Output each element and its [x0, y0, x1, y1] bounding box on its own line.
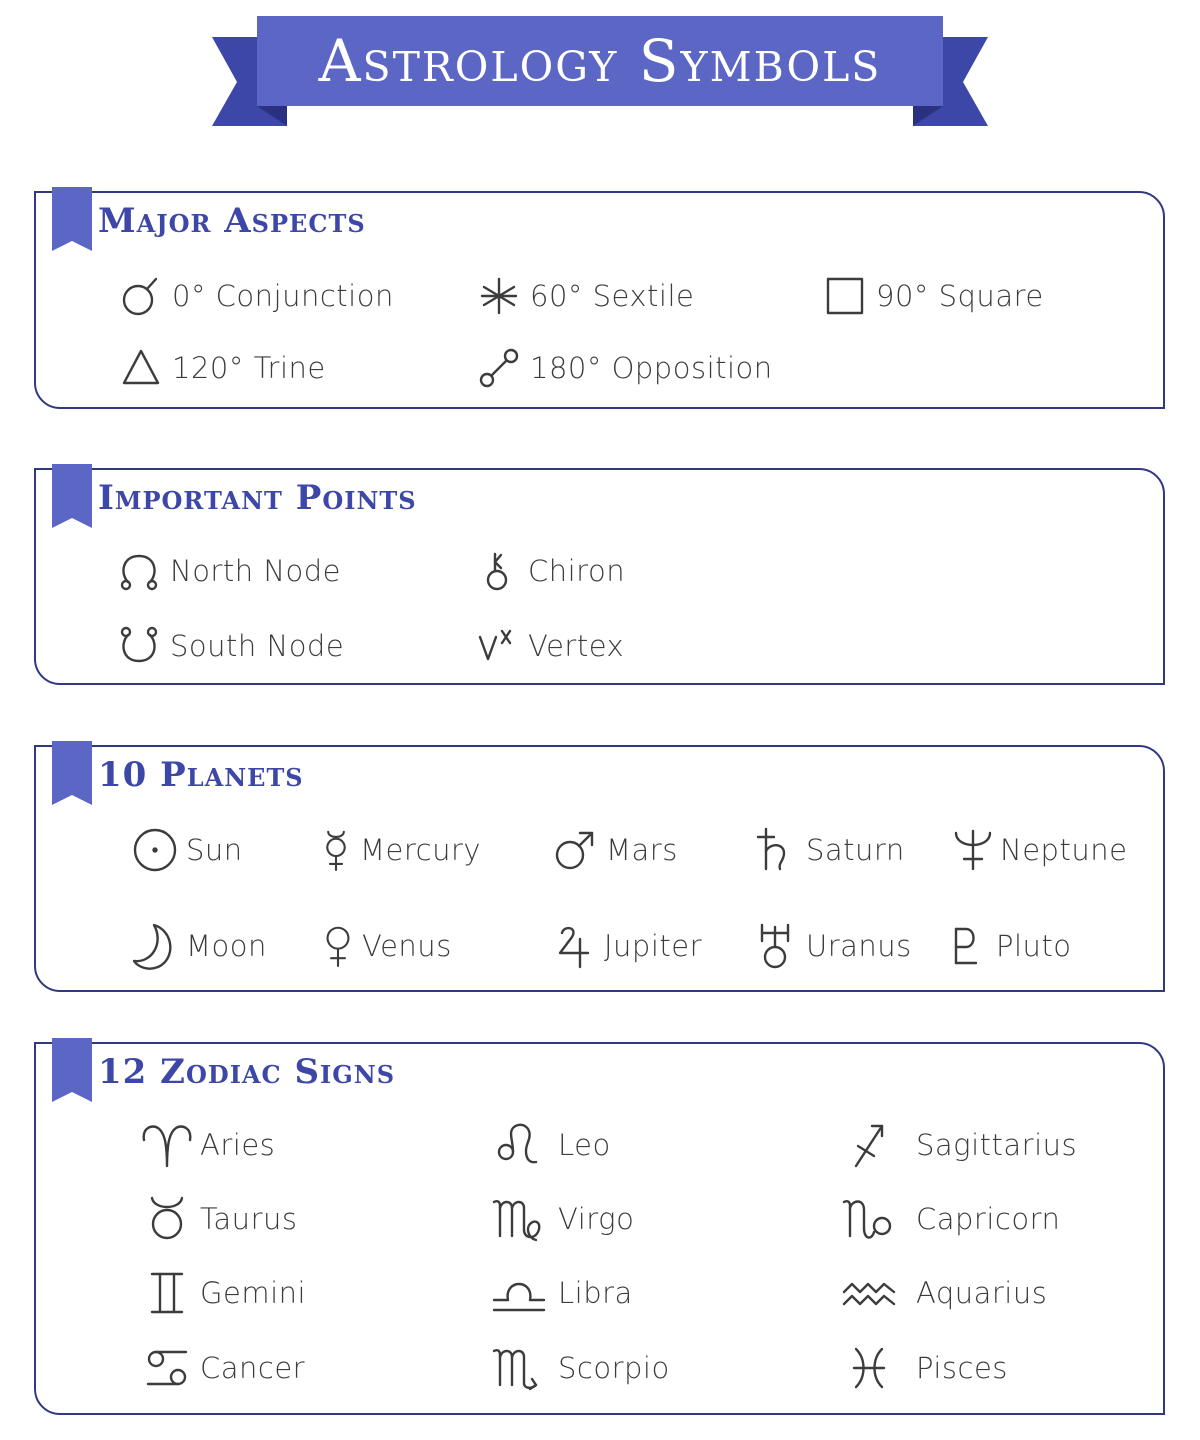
venus-icon	[318, 923, 358, 969]
gemini-icon	[140, 1270, 194, 1316]
sun-icon	[132, 827, 178, 873]
virgo-icon	[492, 1196, 546, 1242]
south-node-icon	[116, 623, 162, 669]
square-icon	[822, 273, 868, 319]
zodiac-item: Sagittarius	[842, 1122, 1077, 1168]
section-title: Major Aspects	[98, 201, 366, 241]
neptune-icon	[950, 827, 996, 873]
mars-icon	[552, 827, 598, 873]
title-banner	[0, 0, 1200, 140]
capricorn-icon	[842, 1196, 896, 1242]
pisces-icon	[842, 1345, 896, 1391]
aspect-item: 0° Conjunction	[118, 273, 394, 319]
section-title: Important Points	[98, 478, 417, 518]
planet-item: Uranus	[752, 923, 912, 969]
planet-item: Jupiter	[550, 923, 702, 969]
planet-item: Venus	[318, 923, 452, 969]
planet-item: Saturn	[752, 827, 905, 873]
section-important-points	[34, 468, 1165, 685]
section-ribbon-icon	[52, 187, 92, 251]
planet-item: Neptune	[950, 827, 1127, 873]
section-ribbon-icon	[52, 464, 92, 528]
vertex-icon	[474, 623, 520, 669]
uranus-icon	[752, 923, 798, 969]
scorpio-icon	[492, 1345, 546, 1391]
taurus-icon	[140, 1196, 194, 1242]
planet-item: Mars	[552, 827, 678, 873]
aspect-item: 180° Opposition	[476, 345, 773, 391]
opposition-icon	[476, 345, 522, 391]
planet-item: Pluto	[942, 923, 1072, 969]
zodiac-item: Pisces	[842, 1345, 1008, 1391]
leo-icon	[492, 1122, 546, 1168]
section-ribbon-icon	[52, 741, 92, 805]
aspect-item: 90° Square	[822, 273, 1044, 319]
jupiter-icon	[550, 923, 596, 969]
zodiac-item: Cancer	[140, 1345, 305, 1391]
sagittarius-icon	[842, 1122, 896, 1168]
zodiac-item: Virgo	[492, 1196, 634, 1242]
section-zodiac-signs	[34, 1042, 1165, 1415]
point-item: South Node	[116, 623, 344, 669]
planet-item: Mercury	[316, 827, 481, 873]
section-planets	[34, 745, 1165, 992]
chiron-icon	[474, 548, 520, 594]
zodiac-item: Aries	[140, 1122, 275, 1168]
aries-icon	[140, 1122, 194, 1168]
cancer-icon	[140, 1345, 194, 1391]
point-item: North Node	[116, 548, 341, 594]
planet-item: Sun	[132, 827, 243, 873]
section-title: 12 Zodiac Signs	[98, 1052, 396, 1092]
zodiac-item: Capricorn	[842, 1196, 1060, 1242]
zodiac-item: Scorpio	[492, 1345, 670, 1391]
section-ribbon-icon	[52, 1038, 92, 1102]
section-title: 10 Planets	[98, 755, 304, 795]
zodiac-item: Leo	[492, 1122, 611, 1168]
aquarius-icon	[842, 1270, 896, 1316]
north-node-icon	[116, 548, 162, 594]
trine-icon	[118, 345, 164, 391]
zodiac-item: Gemini	[140, 1270, 306, 1316]
page-title: Astrology Symbols	[318, 27, 882, 95]
mercury-icon	[316, 827, 356, 873]
zodiac-item: Libra	[492, 1270, 633, 1316]
libra-icon	[492, 1270, 546, 1316]
conjunction-icon	[118, 273, 164, 319]
zodiac-item: Taurus	[140, 1196, 297, 1242]
aspect-item: 60° Sextile	[476, 273, 694, 319]
moon-icon	[132, 923, 178, 969]
pluto-icon	[942, 923, 988, 969]
sextile-icon	[476, 273, 522, 319]
zodiac-item: Aquarius	[842, 1270, 1047, 1316]
point-item: Chiron	[474, 548, 625, 594]
planet-item: Moon	[132, 923, 267, 969]
section-major-aspects	[34, 191, 1165, 409]
saturn-icon	[752, 827, 798, 873]
point-item: Vertex	[474, 623, 624, 669]
aspect-item: 120° Trine	[118, 345, 326, 391]
